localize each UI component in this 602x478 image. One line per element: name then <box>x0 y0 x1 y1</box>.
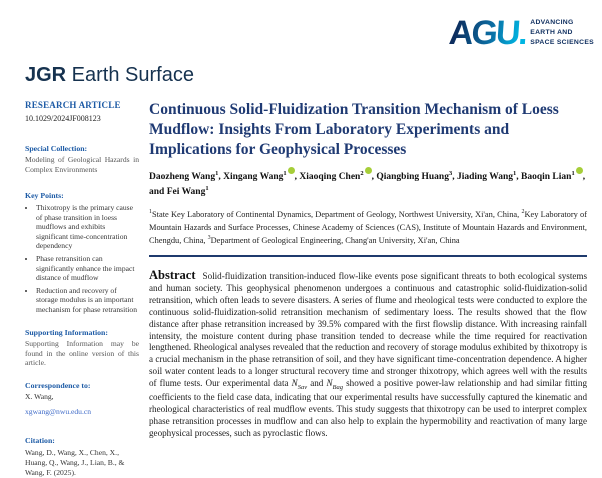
special-collection-text: Modeling of Geological Hazards in Complex Environments <box>25 155 139 174</box>
supporting-information-heading: Supporting Information: <box>25 328 108 338</box>
orcid-icon[interactable] <box>365 167 372 174</box>
key-points-heading: Key Points: <box>25 191 64 201</box>
correspondence-email-link[interactable]: xgwang@nwu.edu.cn <box>25 407 92 416</box>
affiliation: State Key Laboratory of Continental Dynamics, Department of Geology, Northwest University, Xi'an, China, <box>152 209 522 219</box>
abstract-heading: Abstract <box>149 268 196 283</box>
affiliation: Key Laboratory of Mountain Hazards and Surface Processes, Chinese Academy of Sciences (CAS), Institute of Mountain Hazards and Environment, Chengdu, China, <box>149 209 587 245</box>
abstract-text: showed a positive power-law relationship and had similar fitting coefficients to the field case data, indicating that our experimental results have successfully captured the kinematic and rheological characteristics of real mudflow events. This study suggests that thixotropy can be used to interpret complex phase retransition processes in mudflow and can also help to explain the hypermobility and reactivation of many large geophysical processes, such as pyroclastic flows. <box>149 377 587 438</box>
journal-name-abbrev: JGR <box>25 64 67 86</box>
sidebar <box>25 100 139 478</box>
article-main <box>149 100 587 478</box>
correspondence-name: X. Wang, <box>25 392 54 401</box>
supporting-information-text: Supporting Information may be found in the online version of this article. <box>25 339 139 368</box>
article-title: Continuous Solid-Fluidization Transition Mechanism of Loess Mudflow: Insights From Laboratory Experiments and Implications for Geophysical Processes <box>149 101 559 159</box>
special-collection-heading: Special Collection: <box>25 144 88 153</box>
orcid-icon[interactable] <box>288 167 295 174</box>
savage-number-symbol: $N_{Sav}$ <box>291 377 308 391</box>
citation-heading: Citation: <box>25 436 55 445</box>
agu-logo-icon: AGU. <box>447 14 528 52</box>
agu-tagline-line: ADVANCING <box>530 19 574 27</box>
correspondence-heading: Correspondence to: <box>25 381 91 390</box>
orcid-icon[interactable] <box>576 167 583 174</box>
agu-tagline-line: SPACE SCIENCES <box>530 38 594 46</box>
header-divider <box>149 255 587 258</box>
author-list <box>149 167 587 200</box>
author: , Baoqin Lian$^1$ <box>516 172 582 182</box>
key-point-item: • Reduction and recovery of storage modulus is an important mechanism for phase retransition <box>36 286 139 315</box>
journal-name <box>25 64 194 87</box>
author: Daozheng Wang$^1$ <box>149 169 219 182</box>
journal-name-rest: Earth Surface <box>66 64 194 86</box>
affiliation: Department of Geological Engineering, Chang'an University, Xi'an, China <box>210 235 460 245</box>
key-point-item: • Thixotropy is the primary cause of phase transition in loess mudflows and exhibits significant time-concentration dependency <box>36 203 139 251</box>
key-points-list <box>25 203 139 314</box>
author: , Xingang Wang$^1$ <box>218 172 294 182</box>
doi: 10.1029/2024JF008123 <box>25 114 101 123</box>
citation-text: Wang, D., Wang, X., Chen, X., Huang, Q., Wang, J., Lian, B., & Wang, F. (2025). <box>25 448 125 477</box>
abstract-text: Solid-fluidization transition-induced flow-like events pose significant threats to both ecological systems and human society. This geophysical phenomenon undergoes a continuous and catastrophic solid-fluidization-solid retransition, which often leads to severe disasters. A series of flume and rheological tests were conducted to explore the continuous solid-fluidization-solid retransition mechanism of sedimentary loess. The results showed that the flow distance after phase retransition increased by 39.5% compared with the first flowslip distance. With increasing rainfall intensity, the moisture content during phase transition tended to decrease while the time required for reactivation lengthened. Rheological analyses revealed that the reduction and recovery of storage modulus exhibited by thixotropy is a crucial mechanism in the phase retransition of soil, and they have significant time-concentration dependence. A higher soil water content leads to a longer structural recovery time and stronger thixotropy, which agrees well with the results of flume tests. Our experimental data <box>149 271 587 388</box>
key-point-item: • Phase retransition can significantly enhance the impact distance of mudflow <box>36 254 139 283</box>
content-columns <box>25 100 587 478</box>
agu-logo <box>449 16 594 50</box>
author: , Qiangbing Huang$^3$ <box>371 169 453 182</box>
agu-tagline-line: EARTH AND <box>530 29 573 37</box>
author: , Jiading Wang$^1$ <box>452 169 517 182</box>
author: , Xiaoqing Chen$^2$ <box>295 172 372 182</box>
abstract: Abstract Solid-fluidization transition-induced flow-like events pose significant threats to both ecological systems and human society. This geophysical phenomenon undergoes a continuous and catastrophic solid-fluidization-solid retransition, which often leads to severe disasters. A series of flume and rheological tests were conducted to explore the continuous solid-fluidization-solid retransition mechanism of sedimentary loess. The results showed that the flow distance after phase retransition increased by 39.5% compared with the first flowslip distance. With increasing rainfall intensity, the moisture content during phase transition tended to decrease while the time required for reactivation lengthened. Rheological analyses revealed that the reduction and recovery of storage modulus exhibited by thixotropy is a crucial mechanism in the phase retransition of soil, and they have significant time-concentration dependence. A higher soil water content leads to a longer structural recovery time and stronger thixotropy, which agrees well with the results of flume tests. Our experimental data $N_{Sav}$ and $N_{Bag}$ showed a positive power-law relationship and had similar fitting coefficients to the field case data, indicating that our experimental results have successfully captured the kinematic and rheological characteristics of real mudflow events. This study suggests that thixotropy can be used to interpret complex phase retransition processes in mudflow and can also help to explain the hypermobility and reactivation of many large geophysical processes, such as pyroclastic flows. <box>149 268 587 438</box>
article-type-label: RESEARCH ARTICLE <box>25 100 121 110</box>
author: , and Fei Wang$^1$ <box>149 171 586 198</box>
affiliations: $^1$State Key Laboratory of Continental Dynamics, Department of Geology, Northwest University, Xi'an, China, $^2$Key Laboratory of Mountain Hazards and Surface Processes, Chinese Academy of Sciences (CAS), Institute of Mountain Hazards and Environment, Chengdu, China, $^3$Department of Geological Engineering, Chang'an University, Xi'an, China <box>149 209 587 245</box>
agu-tagline <box>530 18 594 48</box>
bagnold-number-symbol: $N_{Bag}$ <box>326 377 344 391</box>
